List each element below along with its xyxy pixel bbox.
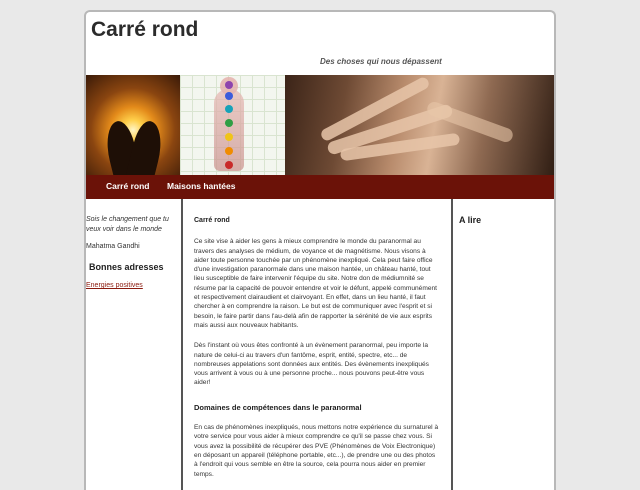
main-content xyxy=(181,199,453,490)
nav-link-maisons-hantees[interactable]: Maisons hantées xyxy=(167,181,236,191)
intro-paragraph: Ce site vise à aider les gens à mieux comprendre le monde du paranormal au travers des analyses de médium, de voyance et de magnétisme. Nous visons à aider toute personne touchée par un phénomène inexpliqué. Cela peut faire office d'une investigation paranormale dans une maison hantée, un château hanté, tout lieu susceptible de faire intervenir l'équipe du site. Notre don de médiumnité se résume par la capacité de pouvoir entendre et voir le défunt, appelé communément et respectivement clairaudient et clairvoyant. En effet, dans un lieu hanté, il faut chercher à en comprendre la raison. Le but est de communiquer avec l'esprit et si besoin, le faire partir dans l'au-delà afin de rapporter la sérénité de vie aux esprits mais aussi aux nouveaux habitants. xyxy=(194,238,438,329)
links-heading: Bonnes adresses xyxy=(89,262,164,272)
hands-sun-image xyxy=(86,75,180,175)
events-paragraph: Dès l'instant où vous êtes confronté à un évènement paranormal, peu importe la nature de celui-ci au travers d'un fantôme, esprit, entité, spectre, etc... de nombreuses appelations sont données aux entités. Des évènements inexpliqués vous arrivent à vous ou à une personne proche... nous pouvons peut-être vous aider! xyxy=(194,342,429,387)
hands-touch-image xyxy=(285,75,556,175)
link-energies-positives[interactable]: Energies positives xyxy=(86,282,143,289)
header-banner xyxy=(86,75,556,175)
quote-author: Mahatma Gandhi xyxy=(86,243,140,250)
sidebar-quote: Sois le changement que tu veux voir dans le monde xyxy=(86,216,169,233)
site-tagline: Des choses qui nous dépassent xyxy=(320,57,442,66)
section-paragraph: En cas de phénomènes inexpliqués, nous mettons notre expérience du surnaturel à votre service pour vous aider à mieux comprendre ce qu'il se passe chez vous. Si vous avez la possibilité de récupérer des PVE (Phénomènes de Voix Electronique) en déposant un appareil (téléphone portable, etc...), de prendre une ou des photos à l'endroit qui vous semble en être la source, cela pourra nous aider en premier temps. xyxy=(194,424,439,478)
section-heading: Domaines de compétences dans le paranormal xyxy=(194,402,362,412)
content-title: Carré rond xyxy=(194,217,230,224)
chakra-body-image xyxy=(180,75,285,175)
left-sidebar xyxy=(86,215,176,289)
main-navigation xyxy=(86,175,556,199)
site-title[interactable]: Carré rond xyxy=(91,18,199,41)
right-sidebar-heading: A lire xyxy=(459,215,482,225)
nav-link-carre-rond[interactable]: Carré rond xyxy=(106,181,150,191)
page-container xyxy=(84,10,556,490)
